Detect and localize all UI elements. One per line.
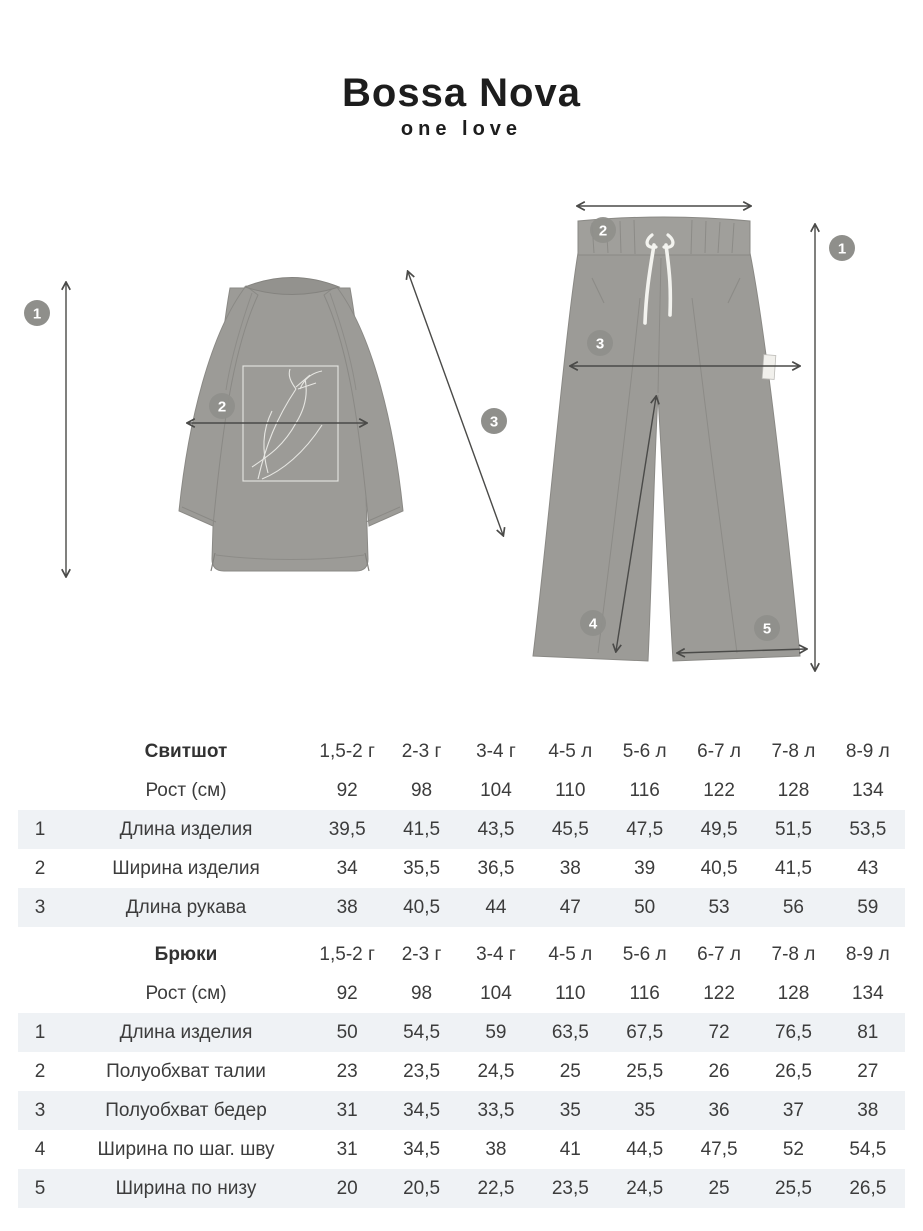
measure-value-cell: 36,5 — [477, 857, 515, 879]
measure-value-cell: 25 — [708, 1177, 730, 1199]
measure-value-cell: 41,5 — [774, 857, 812, 879]
pants-marker-4 — [580, 610, 606, 636]
size-header-cell: 6-7 л — [697, 740, 741, 762]
measure-value-cell: 35 — [559, 1099, 581, 1121]
measure-value-cell: 34,5 — [403, 1099, 441, 1121]
size-header-cell: 4-5 л — [548, 740, 593, 762]
measure-value-cell: 20,5 — [403, 1177, 441, 1199]
height-value-cell: 98 — [410, 779, 433, 801]
measure-value-cell: 40,5 — [403, 896, 441, 918]
measure-value-cell: 56 — [782, 896, 804, 918]
table-header-row — [18, 935, 905, 974]
measure-value-cell: 54,5 — [849, 1138, 887, 1160]
measure-value-cell: 24,5 — [477, 1060, 515, 1082]
measure-value-cell: 27 — [857, 1060, 879, 1082]
measure-value-cell: 25,5 — [626, 1060, 664, 1082]
marker-label: 2 — [217, 398, 227, 416]
measure-value-cell: 23 — [336, 1060, 358, 1082]
row-number-cell — [18, 935, 62, 974]
measure-value-cell: 44 — [485, 896, 507, 918]
measure-label: Ширина по низу — [115, 1177, 257, 1199]
measure-value-cell: 34,5 — [403, 1138, 441, 1160]
measure-value-cell: 76,5 — [774, 1021, 812, 1043]
measure-value-cell: 26,5 — [774, 1060, 812, 1082]
table-row — [18, 1091, 905, 1130]
size-tables — [0, 732, 923, 1208]
measure-label: Длина изделия — [119, 1021, 253, 1043]
measure-value-cell: 38 — [559, 857, 581, 879]
marker-label: 3 — [489, 413, 499, 431]
row-number-cell — [18, 771, 62, 810]
measure-value-cell: 35,5 — [403, 857, 441, 879]
size-header-cell: 6-7 л — [697, 943, 741, 965]
measure-value-cell: 34 — [336, 857, 358, 879]
measure-value-cell: 35 — [634, 1099, 656, 1121]
measure-value-cell: 26,5 — [849, 1177, 887, 1199]
table-row — [18, 1013, 905, 1052]
measure-value-cell: 38 — [857, 1099, 879, 1121]
pants-size-table — [18, 935, 905, 1208]
sweatshirt-marker-3 — [481, 408, 507, 434]
sweatshirt-marker-1 — [24, 300, 50, 326]
measure-value-cell: 31 — [336, 1099, 358, 1121]
height-value-cell: 134 — [851, 982, 884, 1004]
height-value-cell: 92 — [336, 982, 358, 1004]
measure-value-cell: 24,5 — [626, 1177, 664, 1199]
measure-value-cell: 25 — [559, 1060, 581, 1082]
measure-value-cell: 20 — [336, 1177, 358, 1199]
table-header-row — [18, 732, 905, 771]
height-value-cell: 98 — [410, 982, 433, 1004]
table-row — [18, 810, 905, 849]
row-number-cell — [18, 974, 62, 1013]
table-row — [18, 1130, 905, 1169]
size-header-cell: 2-3 г — [401, 943, 442, 965]
row-number-cell: 1 — [34, 1021, 46, 1043]
height-row — [18, 974, 905, 1013]
row-number-cell: 1 — [34, 818, 46, 840]
measure-value-cell: 50 — [634, 896, 656, 918]
measure-value-cell: 81 — [857, 1021, 879, 1043]
product-illustrations — [0, 183, 923, 698]
measure-value-cell: 43,5 — [477, 818, 515, 840]
measure-value-cell: 59 — [857, 896, 879, 918]
size-header-cell: 8-9 л — [845, 740, 890, 762]
table-title: Брюки — [154, 943, 218, 965]
table-row — [18, 849, 905, 888]
height-value-cell: 104 — [480, 779, 512, 801]
marker-label: 1 — [837, 240, 847, 258]
height-row — [18, 771, 905, 810]
brand-header — [0, 0, 923, 141]
sweatshirt-illustration — [24, 272, 507, 576]
size-header-cell: 2-3 г — [401, 740, 442, 762]
measure-value-cell: 72 — [708, 1021, 730, 1043]
measure-value-cell: 44,5 — [626, 1138, 664, 1160]
row-number-cell: 2 — [34, 1060, 46, 1082]
size-header-cell: 3-4 г — [476, 943, 516, 965]
side-tag — [762, 355, 776, 380]
height-value-cell: 116 — [629, 779, 660, 801]
size-header-cell: 1,5-2 г — [319, 943, 375, 965]
row-number-cell — [18, 732, 62, 771]
measure-value-cell: 53,5 — [849, 818, 887, 840]
table-row — [18, 888, 905, 927]
height-value-cell: 110 — [555, 779, 586, 801]
brand-tagline: one love — [400, 118, 523, 140]
measure-value-cell: 49,5 — [700, 818, 738, 840]
marker-label: 2 — [598, 222, 608, 240]
measure-label: Полуобхват талии — [106, 1060, 266, 1082]
size-header-cell: 8-9 л — [845, 943, 890, 965]
measure-label: Длина изделия — [119, 818, 253, 840]
measure-value-cell: 22,5 — [477, 1177, 515, 1199]
measure-value-cell: 67,5 — [626, 1021, 664, 1043]
measure-value-cell: 47 — [559, 896, 581, 918]
size-header-cell: 7-8 л — [771, 740, 816, 762]
measure-value-cell: 50 — [336, 1021, 358, 1043]
measure-value-cell: 53 — [708, 896, 730, 918]
pants-marker-2 — [590, 217, 616, 243]
marker-label: 4 — [588, 615, 598, 633]
marker-label: 5 — [762, 620, 772, 638]
measure-label: Ширина изделия — [112, 857, 260, 879]
measure-value-cell: 45,5 — [551, 818, 589, 840]
table-row — [18, 1052, 905, 1091]
measure-value-cell: 38 — [485, 1138, 507, 1160]
measure-value-cell: 41 — [559, 1138, 581, 1160]
marker-label: 3 — [595, 335, 605, 353]
height-label: Рост (см) — [145, 779, 227, 801]
height-value-cell: 128 — [777, 779, 810, 801]
measure-label: Ширина по шаг. шву — [97, 1138, 275, 1160]
measure-value-cell: 31 — [336, 1138, 358, 1160]
measure-value-cell: 47,5 — [626, 818, 664, 840]
row-number-cell: 3 — [34, 896, 46, 918]
row-number-cell: 4 — [34, 1138, 46, 1160]
size-header-cell: 1,5-2 г — [319, 740, 375, 762]
table-title: Свитшот — [144, 740, 228, 762]
measure-value-cell: 37 — [782, 1099, 804, 1121]
pants-marker-1 — [829, 235, 855, 261]
pants-marker-5 — [754, 615, 780, 641]
height-value-cell: 122 — [703, 982, 735, 1004]
measure-value-cell: 47,5 — [700, 1138, 738, 1160]
height-label: Рост (см) — [145, 982, 227, 1004]
measure-value-cell: 38 — [336, 896, 358, 918]
measure-value-cell: 23,5 — [551, 1177, 589, 1199]
size-header-cell: 3-4 г — [476, 740, 516, 762]
measure-value-cell: 23,5 — [403, 1060, 441, 1082]
measure-value-cell: 25,5 — [774, 1177, 812, 1199]
measure-label: Длина рукава — [125, 896, 247, 918]
height-value-cell: 110 — [555, 982, 586, 1004]
pants-illustration — [533, 206, 855, 670]
row-number-cell: 5 — [34, 1177, 46, 1199]
size-header-cell: 7-8 л — [771, 943, 816, 965]
height-value-cell: 128 — [777, 982, 810, 1004]
sweatshirt-size-table — [18, 732, 905, 927]
measure-value-cell: 33,5 — [477, 1099, 515, 1121]
height-value-cell: 104 — [480, 982, 512, 1004]
size-header-cell: 5-6 л — [622, 943, 667, 965]
sweatshirt-sleeve-arrow — [408, 272, 503, 535]
row-number-cell: 3 — [34, 1099, 46, 1121]
measure-label: Полуобхват бедер — [105, 1099, 267, 1121]
pants-body — [533, 253, 800, 661]
measure-value-cell: 54,5 — [403, 1021, 441, 1043]
measure-value-cell: 52 — [782, 1138, 804, 1160]
measure-value-cell: 39 — [634, 857, 656, 879]
brand-name: Bossa Nova — [342, 71, 581, 115]
size-header-cell: 4-5 л — [548, 943, 593, 965]
measure-value-cell: 26 — [708, 1060, 730, 1082]
garment-diagram — [0, 183, 923, 698]
measure-value-cell: 41,5 — [403, 818, 441, 840]
row-number-cell: 2 — [34, 857, 46, 879]
pants-marker-3 — [587, 330, 613, 356]
height-value-cell: 92 — [336, 779, 358, 801]
measure-value-cell: 51,5 — [774, 818, 812, 840]
table-row — [18, 1169, 905, 1208]
height-value-cell: 122 — [703, 779, 735, 801]
sweatshirt-marker-2 — [209, 393, 235, 419]
measure-value-cell: 36 — [708, 1099, 730, 1121]
measure-value-cell: 63,5 — [551, 1021, 589, 1043]
measure-value-cell: 59 — [485, 1021, 507, 1043]
marker-label: 1 — [32, 305, 42, 323]
size-header-cell: 5-6 л — [622, 740, 667, 762]
height-value-cell: 134 — [851, 779, 884, 801]
measure-value-cell: 40,5 — [700, 857, 738, 879]
measure-value-cell: 43 — [857, 857, 879, 879]
measure-value-cell: 39,5 — [328, 818, 366, 840]
height-value-cell: 116 — [629, 982, 660, 1004]
